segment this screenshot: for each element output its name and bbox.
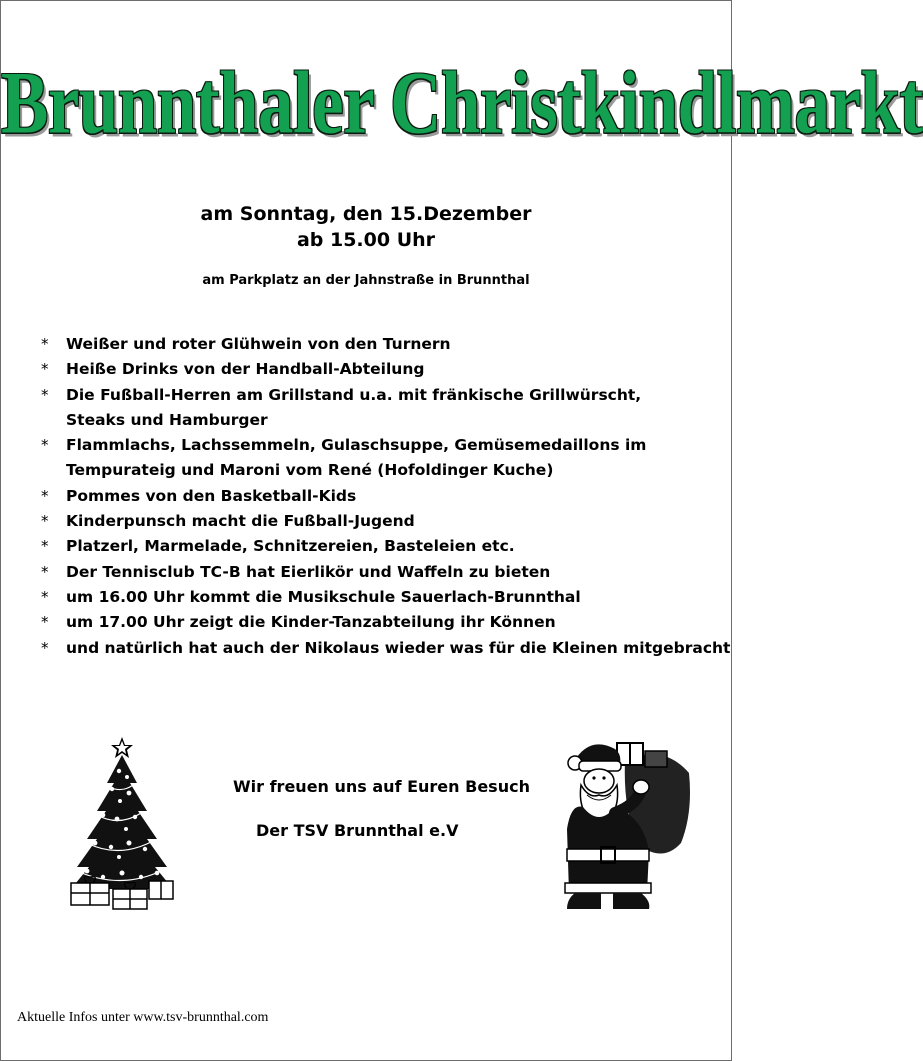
bullet-star: *: [41, 638, 49, 657]
list-item-line: Flammlachs, Lachssemmeln, Gulaschsuppe, Gemüsemedaillons im: [66, 436, 647, 455]
offer-list: [39, 332, 731, 661]
bullet-star: *: [41, 436, 49, 455]
list-item-line: Platzerl, Marmelade, Schnitzereien, Basteleien etc.: [66, 537, 515, 556]
list-item-line: Pommes von den Basketball-Kids: [66, 486, 357, 505]
event-time-line: ab 15.00 Uhr: [296, 229, 436, 251]
list-item-line: Die Fußball-Herren am Grillstand u.a. mit fränkische Grillwürscht,: [66, 385, 642, 404]
list-item-line: Der Tennisclub TC-B hat Eierlikör und Waffeln zu bieten: [66, 562, 551, 581]
list-item-line: Heiße Drinks von der Handball-Abteilung: [66, 360, 425, 379]
list-item-line: und natürlich hat auch der Nikolaus wieder was für die Kleinen mitgebracht: [66, 638, 731, 657]
bullet-star: *: [41, 335, 49, 353]
page-title: Brunnthaler Christkindlmarkt: [1, 55, 923, 153]
list-item: [39, 610, 719, 635]
list-item-line: Weißer und roter Glühwein von den Turnern: [66, 335, 451, 353]
thanks-text: Wir freuen uns auf Euren Besuch: [233, 777, 530, 796]
list-item: [39, 585, 719, 610]
list-item: [39, 636, 731, 661]
bullet-star: *: [41, 486, 49, 505]
list-item: [39, 534, 719, 559]
bullet-star: *: [41, 385, 49, 404]
list-item-line: um 17.00 Uhr zeigt die Kinder-Tanzabteilung ihr Können: [66, 613, 556, 632]
list-item: [39, 383, 719, 434]
list-item: [39, 332, 719, 357]
christmas-tree-icon: [67, 731, 177, 913]
bullet-star: *: [41, 562, 49, 581]
event-date: [1, 201, 731, 253]
list-item-line: Kinderpunsch macht die Fußball-Jugend: [66, 512, 415, 531]
bullet-star: *: [41, 613, 49, 632]
bullet-star: *: [41, 360, 49, 379]
bullet-star: *: [41, 587, 49, 606]
event-venue: am Parkplatz an der Jahnstraße in Brunnthal: [202, 273, 530, 288]
list-item: [39, 357, 719, 382]
list-item: [39, 484, 719, 509]
club-signature: Der TSV Brunnthal e.V: [256, 821, 459, 840]
list-item-line: Tempurateig und Maroni vom René (Hofoldinger Kuche): [66, 461, 554, 480]
list-item-line: Steaks und Hamburger: [66, 410, 268, 429]
list-item: [39, 509, 719, 534]
event-date-line: am Sonntag, den 15.Dezember: [200, 203, 532, 225]
santa-claus-icon: [553, 733, 695, 911]
bullet-star: *: [41, 537, 49, 556]
bullet-star: *: [41, 512, 49, 531]
list-item: [39, 560, 719, 585]
list-item-line: um 16.00 Uhr kommt die Musikschule Sauerlach-Brunnthal: [66, 587, 581, 606]
list-item: [39, 433, 719, 484]
footer-info: Aktuelle Infos unter www.tsv-brunnthal.com: [17, 1010, 269, 1025]
